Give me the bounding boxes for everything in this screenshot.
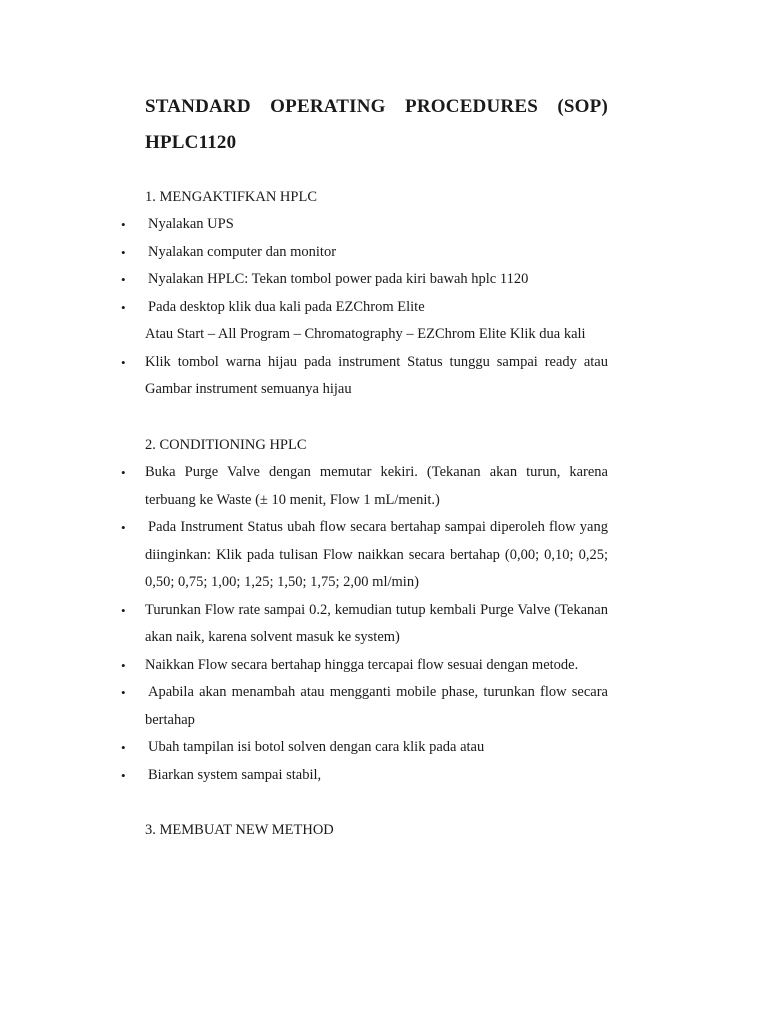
list-item-text: Turunkan Flow rate sampai 0.2, kemudian tutup kembali Purge Valve (Tekanan akan naik, karena solvent masuk ke system) <box>145 601 608 645</box>
list-item-text: Pada desktop klik dua kali pada EZChrom Elite <box>148 298 425 315</box>
list-item <box>121 349 608 404</box>
document-title-line-1: STANDARD OPERATING PROCEDURES (SOP) <box>145 96 608 117</box>
list-item <box>121 652 608 680</box>
bullet-icon: • <box>121 299 126 315</box>
list-item-text: Atau Start – All Program – Chromatography – EZChrom Elite Klik dua kali <box>145 326 586 342</box>
section-list <box>121 211 608 404</box>
list-item-text: Naikkan Flow secara bertahap hingga tercapai flow sesuai dengan metode. <box>145 656 579 673</box>
bullet-icon: • <box>121 244 126 260</box>
bullet-icon: • <box>121 685 126 700</box>
list-item <box>121 266 608 294</box>
document-title-line-2: HPLC1120 <box>145 132 237 153</box>
bullet-icon: • <box>121 354 126 370</box>
section-heading: 2. CONDITIONING HPLC <box>145 437 307 453</box>
bullet-icon: • <box>121 740 126 755</box>
list-item <box>121 734 608 762</box>
list-item-text: Buka Purge Valve dengan memutar kekiri. (Tekanan akan turun, karena terbuang ke Waste (± 10 menit, Flow 1 mL/menit.) <box>145 464 608 508</box>
list-item <box>121 211 608 239</box>
list-item-text: Klik tombol warna hijau pada instrument Status tunggu sampai ready atau Gambar instrument semuanya hijau <box>145 353 608 397</box>
bullet-icon: • <box>121 465 126 480</box>
section-membuat-new-method <box>145 817 608 844</box>
list-item <box>145 321 608 349</box>
list-item-text: Apabila akan menambah atau mengganti mobile phase, turunkan flow secara bertahap <box>145 684 608 728</box>
section-mengaktifkan-hplc <box>121 184 608 404</box>
list-item <box>121 239 608 267</box>
bullet-icon: • <box>121 217 126 232</box>
section-heading: 1. MENGAKTIFKAN HPLC <box>145 189 317 205</box>
bullet-icon: • <box>121 602 126 618</box>
bullet-icon: • <box>121 272 126 287</box>
list-item <box>121 514 608 597</box>
list-item-text: Nyalakan HPLC: Tekan tombol power pada kiri bawah hplc 1120 <box>148 271 529 287</box>
list-item-text: Ubah tampilan isi botol solven dengan cara klik pada atau <box>148 739 485 755</box>
section-heading: 3. MEMBUAT NEW METHOD <box>145 822 334 838</box>
list-item <box>121 459 608 514</box>
bullet-icon: • <box>121 657 126 673</box>
bullet-icon: • <box>121 767 126 783</box>
list-item-text: Nyalakan computer dan monitor <box>148 243 337 260</box>
list-item <box>121 294 608 322</box>
list-item <box>121 762 608 790</box>
list-item-text: Nyalakan UPS <box>148 216 234 232</box>
list-item <box>121 679 608 734</box>
bullet-icon: • <box>121 520 126 535</box>
list-item-text: Biarkan system sampai stabil, <box>148 766 322 783</box>
list-item-text: Pada Instrument Status ubah flow secara bertahap sampai diperoleh flow yang diinginkan: Klik pada tulisan Flow naikkan secara bertahap (0,00; 0,10; 0,25; 0,50; 0,75; 1,00; 1,25; 1,50; 1,75; 2,00 ml/min) <box>145 519 608 590</box>
section-list <box>121 459 608 789</box>
section-conditioning-hplc <box>121 432 608 789</box>
list-item <box>121 597 608 652</box>
